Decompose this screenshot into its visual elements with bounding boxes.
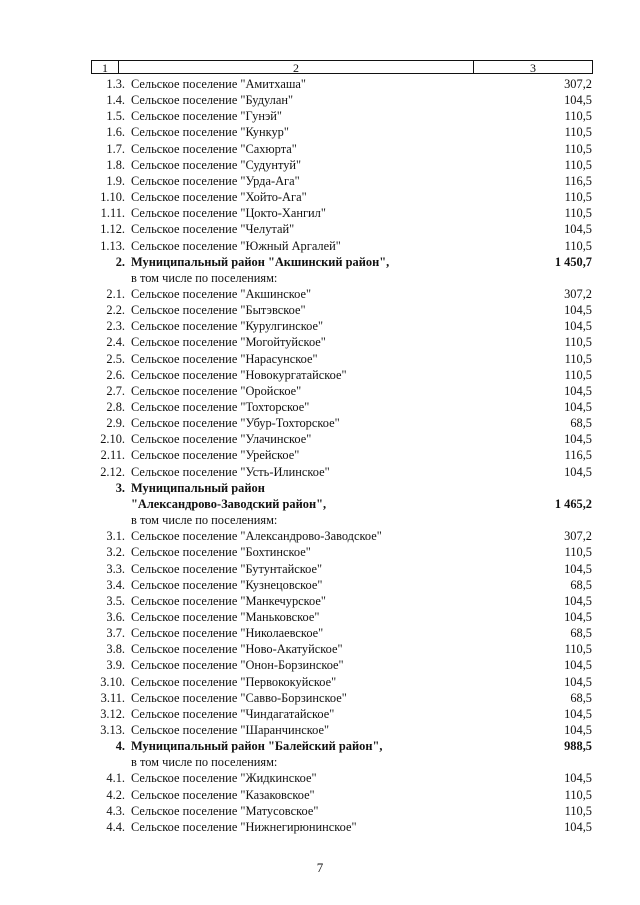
row-text: Сельское поселение "Нарасунское" (131, 351, 318, 366)
row-value: 104,5 (564, 464, 592, 479)
row-number: 1.4. (106, 93, 125, 108)
row-number: 2.6. (106, 367, 125, 382)
row-number: 3.7. (106, 626, 125, 641)
row-text: Сельское поселение "Убур-Тохторское" (131, 416, 340, 431)
table-row (0, 722, 640, 738)
table-row (0, 221, 640, 237)
row-value: 110,5 (564, 141, 592, 156)
row-value: 110,5 (564, 642, 592, 657)
row-number: 3.11. (100, 690, 125, 705)
table-row (0, 318, 640, 334)
row-text: Сельское поселение "Хойто-Ага" (131, 190, 307, 205)
header-col-2: 2 (118, 60, 474, 74)
table-row (0, 674, 640, 690)
row-text: Сельское поселение "Урда-Ага" (131, 173, 300, 188)
row-number: 1.7. (106, 141, 125, 156)
row-text: Сельское поселение "Нижнегирюнинское" (131, 819, 357, 834)
row-value: 104,5 (564, 93, 592, 108)
row-number: 3.4. (106, 577, 125, 592)
table-row (0, 254, 640, 270)
row-value: 104,5 (564, 593, 592, 608)
row-text: Сельское поселение "Усть-Илинское" (131, 464, 330, 479)
row-text: Муниципальный район (131, 480, 265, 495)
table-row (0, 76, 640, 92)
row-number: 4.3. (106, 803, 125, 818)
table-row (0, 544, 640, 560)
row-text: Сельское поселение "Бохтинское" (131, 545, 311, 560)
row-text: Сельское поселение "Курулгинское" (131, 319, 323, 334)
row-number: 4. (115, 739, 125, 754)
row-value: 110,5 (564, 190, 592, 205)
table-row (0, 447, 640, 463)
row-number: 2.8. (106, 400, 125, 414)
row-value: 988,5 (564, 739, 592, 754)
row-number: 1.10. (100, 190, 125, 205)
row-value: 110,5 (564, 238, 592, 253)
row-number: 2.5. (106, 351, 125, 366)
row-text: Сельское поселение "Кункур" (131, 125, 289, 140)
row-number: 2.10. (100, 432, 125, 447)
table-row (0, 415, 640, 431)
row-text: Сельское поселение "Маньковское" (131, 609, 320, 624)
row-value: 68,5 (570, 690, 592, 705)
row-number: 1.11. (100, 206, 125, 221)
row-value: 110,5 (564, 157, 592, 172)
row-value: 104,5 (564, 222, 592, 237)
row-number: 4.2. (106, 787, 125, 802)
row-number: 1.13. (100, 238, 125, 253)
row-value: 104,5 (564, 383, 592, 398)
row-text: Сельское поселение "Могойтуйское" (131, 335, 326, 350)
table-row (0, 302, 640, 318)
row-number: 3.10. (100, 674, 125, 689)
row-number: 2.4. (106, 335, 125, 350)
table-row (0, 141, 640, 157)
row-number: 1.5. (106, 109, 125, 124)
row-text: Сельское поселение "Александрово-Заводское" (131, 529, 382, 544)
table-row (0, 399, 640, 415)
table-row (0, 593, 640, 609)
row-text: Сельское поселение "Челутай" (131, 222, 295, 237)
header-col-1: 1 (91, 60, 119, 74)
row-text: Сельское поселение "Южный Аргалей" (131, 238, 341, 253)
table-row (0, 528, 640, 544)
table-row (0, 770, 640, 786)
row-value: 307,2 (564, 529, 592, 544)
table-row (0, 738, 640, 754)
row-number: 3.3. (106, 561, 125, 576)
table-row (0, 803, 640, 819)
table-row (0, 334, 640, 350)
row-number: 2.12. (100, 464, 125, 479)
row-text: Сельское поселение "Бытэвское" (131, 303, 306, 318)
table-row (0, 609, 640, 625)
row-text: Сельское поселение "Николаевское" (131, 626, 324, 641)
row-number: 2.9. (106, 416, 125, 431)
row-value: 104,5 (564, 319, 592, 334)
row-number: 4.4. (106, 819, 125, 834)
table-row (0, 157, 640, 173)
table-row (0, 690, 640, 706)
row-value: 110,5 (564, 206, 592, 221)
table-row (0, 238, 640, 254)
row-number: 2.1. (106, 286, 125, 301)
row-number: 3.5. (106, 593, 125, 608)
row-number: 3.2. (106, 545, 125, 560)
row-number: 1.12. (100, 222, 125, 237)
table-row (0, 431, 640, 447)
row-number: 3.6. (106, 609, 125, 624)
row-text: Сельское поселение "Улачинское" (131, 432, 312, 447)
row-value: 104,5 (564, 609, 592, 624)
row-value: 104,5 (564, 400, 592, 414)
row-text: Сельское поселение "Цокто-Хангил" (131, 206, 326, 221)
row-text: Сельское поселение "Первококуйское" (131, 674, 337, 689)
row-text: Муниципальный район "Балейский район", (131, 739, 383, 754)
row-text: Сельское поселение "Казаковское" (131, 787, 315, 802)
row-text: Сельское поселение "Бутунтайское" (131, 561, 323, 576)
table-row (0, 754, 640, 770)
row-value: 104,5 (564, 561, 592, 576)
row-value: 116,5 (564, 173, 592, 188)
row-text: Сельское поселение "Судунтуй" (131, 157, 302, 172)
table-row (0, 205, 640, 221)
row-text: Сельское поселение "Урейское" (131, 448, 300, 463)
row-number: 2.2. (106, 303, 125, 318)
row-text: Сельское поселение "Акшинское" (131, 286, 312, 301)
row-value: 110,5 (564, 109, 592, 124)
table-row (0, 512, 640, 528)
row-value: 110,5 (564, 787, 592, 802)
row-value: 110,5 (564, 545, 592, 560)
row-number: 1.6. (106, 125, 125, 140)
row-number: 3.12. (100, 706, 125, 721)
header-col-3: 3 (473, 60, 593, 74)
row-value: 68,5 (570, 577, 592, 592)
row-value: 104,5 (564, 432, 592, 447)
row-value: 110,5 (564, 367, 592, 382)
row-value: 116,5 (564, 448, 592, 463)
table-row (0, 270, 640, 286)
table-row (0, 286, 640, 302)
row-number: 3.13. (100, 723, 125, 737)
row-number: 2.11. (100, 448, 125, 463)
table-row (0, 577, 640, 593)
table-row (0, 383, 640, 399)
table-row (0, 625, 640, 641)
row-value: 68,5 (570, 626, 592, 641)
row-text: Сельское поселение "Будулан" (131, 93, 294, 108)
row-text: Сельское поселение "Кузнецовское" (131, 577, 323, 592)
table-row (0, 496, 640, 512)
row-number: 2.3. (106, 319, 125, 334)
row-text: Сельское поселение "Сахюрта" (131, 141, 297, 156)
row-text: в том числе по поселениям: (131, 513, 278, 528)
row-value: 104,5 (564, 771, 592, 786)
row-text: Сельское поселение "Ново-Акатуйское" (131, 642, 343, 657)
table-row (0, 706, 640, 722)
row-value: 1 465,2 (554, 496, 592, 511)
row-number: 4.1. (106, 771, 125, 786)
row-text: Сельское поселение "Оройское" (131, 383, 302, 398)
row-text: Сельское поселение "Савво-Борзинское" (131, 690, 347, 705)
row-text: "Александрово-Заводский район", (131, 496, 327, 511)
row-number: 3.9. (106, 658, 125, 673)
table-row (0, 480, 640, 496)
row-text: Сельское поселение "Шаранчинское" (131, 723, 330, 737)
table-row (0, 124, 640, 140)
table-row (0, 464, 640, 480)
row-number: 3. (115, 480, 125, 495)
table-row (0, 92, 640, 108)
row-text: в том числе по поселениям: (131, 270, 278, 285)
row-value: 104,5 (564, 303, 592, 318)
row-text: Сельское поселение "Матусовское" (131, 803, 319, 818)
row-number: 1.3. (106, 77, 125, 91)
page-number: 7 (316, 860, 324, 875)
row-value: 307,2 (564, 286, 592, 301)
row-number: 2. (115, 254, 125, 269)
table-row (0, 189, 640, 205)
row-value: 307,2 (564, 77, 592, 91)
table-row (0, 641, 640, 657)
table-row (0, 173, 640, 189)
row-number: 1.8. (106, 157, 125, 172)
row-number: 3.8. (106, 642, 125, 657)
row-value: 110,5 (564, 351, 592, 366)
row-value: 104,5 (564, 674, 592, 689)
row-number: 1.9. (106, 173, 125, 188)
row-text: Сельское поселение "Тохторское" (131, 400, 310, 414)
table-row (0, 561, 640, 577)
row-text: Сельское поселение "Новокургатайское" (131, 367, 347, 382)
row-value: 1 450,7 (554, 254, 592, 269)
row-text: Сельское поселение "Онон-Борзинское" (131, 658, 344, 673)
table-row (0, 819, 640, 835)
table-row (0, 108, 640, 124)
row-text: Сельское поселение "Жидкинское" (131, 771, 317, 786)
table-row (0, 367, 640, 383)
row-value: 68,5 (570, 416, 592, 431)
row-value: 104,5 (564, 658, 592, 673)
table-row (0, 657, 640, 673)
table-row (0, 787, 640, 803)
row-number: 3.1. (106, 529, 125, 544)
row-text: Муниципальный район "Акшинский район", (131, 254, 390, 269)
row-text: в том числе по поселениям: (131, 755, 278, 770)
row-value: 110,5 (564, 803, 592, 818)
row-number: 2.7. (106, 383, 125, 398)
row-value: 104,5 (564, 723, 592, 737)
row-text: Сельское поселение "Амитхаша" (131, 77, 306, 91)
row-text: Сельское поселение "Чиндагатайское" (131, 706, 335, 721)
row-value: 104,5 (564, 819, 592, 834)
row-value: 104,5 (564, 706, 592, 721)
row-text: Сельское поселение "Манкечурское" (131, 593, 326, 608)
row-value: 110,5 (564, 125, 592, 140)
table-row (0, 351, 640, 367)
row-value: 110,5 (564, 335, 592, 350)
row-text: Сельское поселение "Гунэй" (131, 109, 282, 124)
